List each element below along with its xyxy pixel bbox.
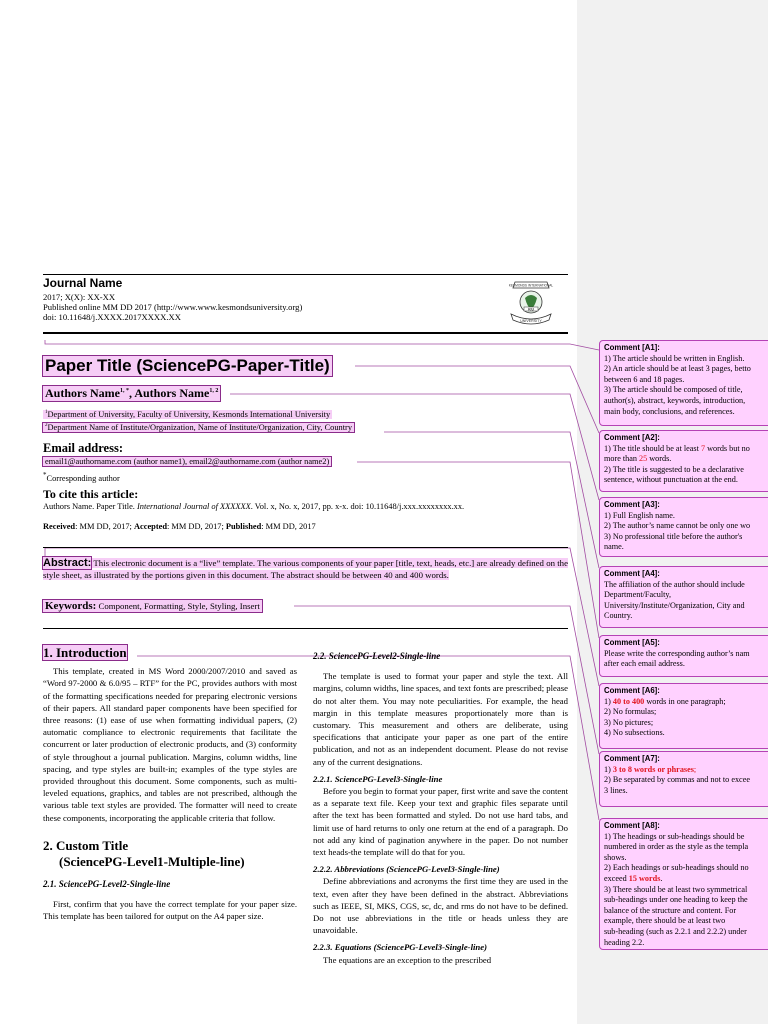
comment-text-run: sentence, without punctuation at the end. <box>604 475 738 485</box>
affiliation-1-text: Department of University, Faculty of University, Kesmonds International University <box>47 410 331 419</box>
comment-a6[interactable] <box>599 683 768 749</box>
author-1-name: Authors Name <box>45 386 120 400</box>
comment-text-run: 2) The title is suggested to be a declarative <box>604 464 744 474</box>
comment-a4-title: Comment [A4]: <box>604 569 660 578</box>
header-bottom-rule <box>43 332 568 334</box>
accepted-date: : MM DD, 2017; <box>167 522 226 531</box>
corresponding-text: Corresponding author <box>46 473 120 483</box>
comment-text-run: 15 words <box>628 873 661 883</box>
section-2-2-3-heading: 2.2.3. Equations (SciencePG-Level3-Single-line) <box>313 942 487 953</box>
comment-a5-title: Comment [A5]: <box>604 638 660 647</box>
comment-a4-line: The affiliation of the author should include <box>604 579 745 589</box>
comment-text-run: 3) No pictures; <box>604 717 654 727</box>
citation-suffix: . Vol. x, No. x, 2017, pp. x-x. doi: 10.11648/j.xxx.xxxxxxxx.xx. <box>250 502 465 511</box>
abstract-label: Abstract: <box>43 557 92 569</box>
comment-a2-title: Comment [A2]: <box>604 433 660 442</box>
comment-text-run: heading 2.2. <box>604 937 645 947</box>
comment-text-run: sub-heading (such as 2.2.1 and 2.2.2) under <box>604 926 747 936</box>
affiliation-2-text: Department Name of Institute/Organization, Name of Institute/Organization, City, Country <box>47 423 353 432</box>
author-2-name: Authors Name <box>134 386 210 400</box>
comment-a1-line: 2) An article should be at least 3 pages, betto <box>604 364 751 374</box>
email-label: Email address: <box>43 441 123 455</box>
comment-text-run: 1) The title should be at least <box>604 443 701 453</box>
section-2-2-heading: 2.2. SciencePG-Level2-Single-line <box>313 651 441 661</box>
comment-a1-line: between 6 and 18 pages. <box>604 374 685 384</box>
published-label: Published <box>225 522 262 531</box>
comment-a1-line: author(s), abstract, keywords, introduction, <box>604 395 746 405</box>
comment-a8-body <box>604 832 768 949</box>
section-2-1-heading: 2.1. SciencePG-Level2-Single-line <box>43 878 171 889</box>
comment-text-run: 4) No subsections. <box>604 728 665 738</box>
citation-prefix: Authors Name. Paper Title. <box>43 502 137 511</box>
comment-text-run: example, there should be at least two <box>604 916 726 926</box>
email-addresses: email1@authorname.com (author name1), email2@authorname.com (author name2) <box>45 457 330 466</box>
published-date: : MM DD, 2017 <box>261 522 316 531</box>
section-2-2-1-paragraph: Before you begin to format your paper, first write and save the content as a separate text file. Keep your text and graphic files separate until after the text has been formatted and styled. Do not use hard tabs, and limit use of hard returns to only one return at the end of a paragraph. Do not add any kind of pagination anywhere in the paper. Do not number text heads-the template will do that for you. <box>313 786 568 858</box>
comment-a3-line: name. <box>604 542 624 552</box>
affiliation-1 <box>43 410 332 419</box>
paper-title: Paper Title (SciencePG-Paper-Title) <box>45 356 330 375</box>
abstract-bottom-rule <box>43 628 568 629</box>
comment-text-run: numbered in order as the style as the templa <box>604 842 749 852</box>
comment-a4-line: Country. <box>604 611 633 621</box>
comment-text-run: 3 to 8 words or phrases <box>612 764 694 774</box>
comment-a1-line: 3) The article should be composed of title, <box>604 385 743 395</box>
comment-text-run: more than <box>604 454 637 464</box>
section-2-2-paragraph: The template is used to format your paper and style the text. All margins, column widths, line spaces, and text fonts are prescribed; please do not alter them. You may note peculiarities. For example, the head margin in this template measures proportionately more than is customary. This measurement and others are deliberate, using specifications that anticipate your paper as one part of the entire publication, and not as an independent document. Please do not revise any of the current designations. <box>313 671 568 767</box>
publication-info: Published online MM DD 2017 (http://www.www.kesmondsuniversity.org) <box>43 302 303 312</box>
custom-title-line2: (SciencePG-Level1-Multiple-line) <box>59 853 245 869</box>
custom-title-line1: 2. Custom Title <box>43 837 129 853</box>
comment-a1-line: main body, conclusions, and references. <box>604 406 735 416</box>
comment-text-run: 7 <box>700 443 706 453</box>
comment-text-run: 25 <box>639 454 648 464</box>
custom-title-heading <box>43 838 297 870</box>
comment-a5-line: Please write the corresponding author’s nam <box>604 648 750 658</box>
comment-a4-line: University/Institute/Organization, City and <box>604 600 745 610</box>
keywords-text: Component, Formatting, Style, Styling, Insert <box>96 601 260 611</box>
comment-a6-body <box>604 697 768 739</box>
comment-a1-title: Comment [A1]: <box>604 343 660 352</box>
affiliation-1-mark: 1 <box>45 410 48 416</box>
comment-a2-body <box>604 444 768 486</box>
comment-a2[interactable] <box>599 430 768 492</box>
comment-text-run: 1) <box>604 696 613 706</box>
comment-text-run: shows. <box>604 852 627 862</box>
comment-a6-title: Comment [A6]: <box>604 686 660 695</box>
right-column <box>313 650 568 966</box>
comment-text-run: 2) Each headings or sub-headings should no <box>604 863 749 873</box>
comment-text-run: sub-headings under one heading to keep the <box>604 895 748 905</box>
comment-a3[interactable] <box>599 497 768 557</box>
comment-text-run: . <box>660 873 663 883</box>
abstract <box>43 557 568 581</box>
svg-text:KESMONDS INTERNATIONAL: KESMONDS INTERNATIONAL <box>508 283 554 288</box>
comment-a8[interactable] <box>599 818 768 950</box>
comment-a7-body <box>604 765 768 797</box>
keywords <box>43 600 262 612</box>
university-logo <box>505 278 557 328</box>
comment-text-run: 2) No formulas; <box>604 707 657 717</box>
citation-journal: International Journal of XXXXXX <box>136 502 251 511</box>
intro-paragraph: This template, created in MS Word 2000/2007/2010 and saved as “Word 97-2000 & 6.0/95 – RTF” for the PC, provides authors with most of the formatting specifications needed for preparing electronic versions of their papers. All standard paper components have been specified for three reasons: (1) ease of use when formatting individual papers, (2) automatic compliance to electronic requirements that facilitate the concurrent or later production of electronic products, and (3) conformity of style throughout a journal publication. Margins, column widths, line spacing, and type styles are built-in; examples of the type styles are provided throughout this document. Some components, such as multi-leveled equations, graphics, and tables are not prescribed, although the various table text styles are provided. The formatter will need to create these components, incorporating the applicable criteria that follow. <box>43 666 297 823</box>
section-2-2-2-heading: 2.2.2. Abbreviations (SciencePG-Level3-Single-line) <box>313 864 500 875</box>
comment-a5-line: after each email address. <box>604 659 685 669</box>
comment-text-run: 1) <box>604 764 613 774</box>
comment-text-run: 3) There should be at least two symmetrical <box>604 884 748 894</box>
authors-separator: , <box>129 386 135 400</box>
comment-text-run: exceed <box>604 873 627 883</box>
comment-text-run: 40 to 400 <box>612 696 645 706</box>
comment-a3-title: Comment [A3]: <box>604 500 660 509</box>
comment-a4-line: Department/Faculty, <box>604 590 671 600</box>
comment-text-run: words in one paragraph; <box>644 696 726 706</box>
comment-a4[interactable] <box>599 566 768 628</box>
journal-name: Journal Name <box>43 276 123 290</box>
left-column <box>43 647 297 922</box>
section-2-2-2-paragraph: Define abbreviations and acronyms the first time they are used in the text, even after they have been defined in the abstract. Abbreviations such as IEEE, SI, MKS, CGS, sc, dc, and rms do not have to be defined. Do not use abbreviations in the title or heads unless they are unavoidable. <box>313 876 568 936</box>
section-2-2-1-heading: 2.2.1. SciencePG-Level3-Single-line <box>313 773 443 784</box>
journal-issue: 2017; X(X): XX-XX <box>43 292 116 302</box>
abstract-top-rule <box>43 547 568 548</box>
journal-doi: doi: 10.11648/j.XXXX.2017XXXX.XX <box>43 312 181 322</box>
section-2-2-3-paragraph: The equations are an exception to the prescribed <box>323 954 492 965</box>
intro-heading-text: 1. Introduction <box>43 645 127 660</box>
comment-a1[interactable] <box>599 340 768 426</box>
citation-text <box>43 502 568 511</box>
corresponding-mark: * <box>43 471 47 479</box>
comment-text-run: words but no <box>705 443 750 453</box>
comment-a3-line: 1) Full English name. <box>604 510 675 520</box>
intro-heading <box>43 647 297 659</box>
comment-a7-title: Comment [A7]: <box>604 754 660 763</box>
accepted-label: Accepted <box>133 522 167 531</box>
comment-text-run: ; <box>693 764 697 774</box>
authors-line <box>43 386 220 401</box>
comment-a1-line: 1) The article should be written in English. <box>604 353 745 363</box>
affiliation-2 <box>43 423 354 432</box>
comment-text-run: 3 lines. <box>604 785 628 795</box>
cite-label: To cite this article: <box>43 487 139 501</box>
affiliation-2-mark: 2 <box>45 423 48 429</box>
corresponding-author-note <box>43 471 120 483</box>
comment-text-run: 2) Be separated by commas and not to excee <box>604 775 750 785</box>
comment-text-run: balance of the structure and content. For <box>604 905 737 915</box>
comment-text-run: 1) The headings or sub-headings should be <box>604 831 745 841</box>
received-date: : MM DD, 2017; <box>75 522 134 531</box>
comment-text-run: words. <box>647 454 672 464</box>
svg-text:UNIVERSITY: UNIVERSITY <box>520 319 542 323</box>
abstract-text: This electronic document is a “live” template. The various components of your paper [title, text, heads, etc.] are already defined on the style sheet, as illustrated by the portions given in this document. The abstract should be between 40 and 400 words. <box>43 558 568 580</box>
author-2-affiliation-mark: 1, 2 <box>209 388 219 394</box>
received-label: Received <box>43 522 76 531</box>
header-top-rule <box>43 274 568 275</box>
author-1-affiliation-mark: 1, * <box>120 388 129 394</box>
svg-text:KIU: KIU <box>528 307 534 312</box>
article-dates <box>43 522 316 531</box>
comment-a3-line: 2) The author’s name cannot be only one wo <box>604 521 751 531</box>
comment-a7[interactable] <box>599 751 768 807</box>
section-2-1-paragraph: First, confirm that you have the correct template for your paper size. This template has been tailored for output on the A4 paper size. <box>43 899 297 922</box>
keywords-label: Keywords: <box>45 600 97 612</box>
comment-a8-title: Comment [A8]: <box>604 821 660 830</box>
comment-a3-line: 3) No professional title before the author's <box>604 531 743 541</box>
comment-a5[interactable] <box>599 635 768 677</box>
